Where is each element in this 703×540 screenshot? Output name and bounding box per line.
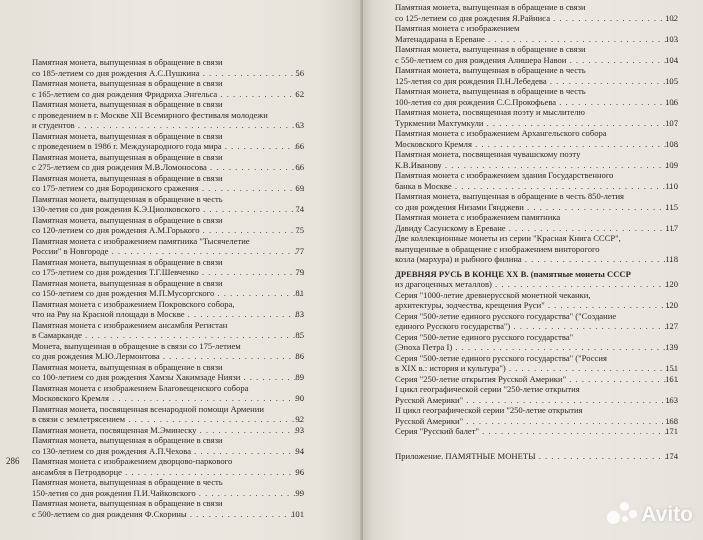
- toc-entry: [32, 131, 304, 152]
- toc-entry-text: (Эпоха Петра I) . . .: [395, 342, 678, 353]
- toc-page-number: 120: [665, 279, 678, 289]
- toc-entry-text: Матенадарана в Ереване . . .: [395, 34, 678, 45]
- toc-entry-text: что на Рву на Красной площади в Москве . . .: [32, 309, 304, 320]
- toc-entry-text: Памятная монета, выпущенная в обращение в связи: [395, 44, 586, 54]
- toc-entry: [395, 426, 678, 437]
- toc-entry-text: Памятная монета, выпущенная в обращение в связи: [395, 2, 586, 12]
- toc-page-number: 86: [295, 351, 304, 361]
- toc-entry-text: Памятная монета с изображением памятника "Тысячелетие: [32, 235, 250, 246]
- toc-entry-text: Памятная монета с изображением: [395, 23, 520, 33]
- toc-entry-text: Памятная монета, выпущенная в обращение в честь 850-летия: [395, 191, 625, 201]
- toc-entry-text: козла (мархура) и рыбного филина . . .: [395, 254, 678, 265]
- toc-entry-text: с 165-летием со дня рождения Фридриха Энгельса . . .: [32, 89, 304, 100]
- toc-entry: [395, 23, 678, 44]
- toc-entry: [32, 152, 304, 173]
- toc-page-number: 75: [295, 225, 304, 235]
- toc-page-number: 151: [665, 363, 678, 373]
- toc-section-heading: [395, 269, 678, 290]
- toc-entry-text: Памятная монета, выпущенная в обращение в связи: [32, 99, 223, 109]
- toc-entry-text: Серия "500-летие единого русского государства" ("Создание: [395, 310, 617, 321]
- toc-entry: [395, 353, 678, 374]
- toc-entry-text: Московского Кремля . . .: [32, 393, 304, 404]
- toc-entry-text: Памятная монета с изображением ансамбля Регистан: [32, 319, 228, 330]
- toc-entry-text: банка в Москве . . .: [395, 181, 678, 192]
- toc-entry: [32, 57, 304, 78]
- toc-entry-text: Две коллекционные монеты из серии "Красная Книга СССР",: [395, 233, 621, 243]
- toc-appendix-entry: [395, 451, 678, 462]
- toc-entry-text: К.В.Иванову . . .: [395, 160, 678, 171]
- toc-entry-text: со 120-летием со дня рождения А.М.Горького . . .: [32, 225, 304, 236]
- toc-entry: [32, 299, 304, 320]
- toc-entry-text: Серия "500-летие единого русского государства" ("Россия: [395, 352, 607, 363]
- toc-entry: [32, 383, 304, 404]
- toc-entry-text: со 150-летием со дня рождения М.П.Мусоргского . . .: [32, 288, 304, 299]
- toc-entry-text: Памятная монета, выпущенная в обращение в честь: [32, 193, 223, 204]
- toc-entry-text: Русской Америки" . . .: [395, 416, 678, 427]
- toc-entry-text: Памятная монета, выпущенная в обращение в связи: [32, 435, 223, 445]
- toc-entry-text: Московского Кремля . . .: [395, 139, 678, 150]
- watermark-text: Avito: [641, 503, 693, 526]
- toc-page-number: 79: [295, 267, 304, 277]
- toc-page-number: 62: [295, 88, 304, 99]
- toc-entry-text: Памятная монета, выпущенная в обращение в связи: [32, 256, 223, 267]
- toc-page-number: 109: [665, 159, 678, 170]
- toc-page-number: 66: [295, 141, 304, 151]
- avito-logo-icon: [607, 502, 637, 528]
- toc-entry-text: и студентов . . .: [32, 120, 304, 131]
- toc-page-number: 89: [295, 372, 304, 382]
- toc-entry-text: с 500-летием со дня рождения Ф.Скорины . . .: [32, 509, 304, 520]
- toc-entry: [395, 311, 678, 332]
- toc-entry-text: в связи с землетрясением . . .: [32, 414, 304, 425]
- toc-entry: [395, 128, 678, 149]
- toc-entry: [32, 278, 304, 299]
- toc-entry: [395, 290, 678, 311]
- toc-page-number: 94: [295, 445, 304, 456]
- toc-page-number: 92: [295, 414, 304, 424]
- toc-entry-text: России" в Новгороде . . .: [32, 246, 304, 257]
- toc-entry-text: архитектуры, зодчества, крещения Руси" . . .: [395, 300, 678, 311]
- toc-entry-text: Памятная монета, выпущенная в обращение в связи: [32, 277, 223, 288]
- toc-page-number: 96: [295, 466, 304, 477]
- toc-entry-text: Памятная монета, выпущенная в обращение в связи: [32, 78, 223, 88]
- toc-entry: [395, 405, 678, 426]
- toc-entry: [32, 173, 304, 194]
- toc-entry: [395, 2, 678, 23]
- toc-entry: [32, 215, 304, 236]
- toc-page-number: 110: [665, 180, 678, 191]
- toc-entry: [32, 456, 304, 477]
- toc-entry-text: Памятная монета с изображением дворцово-паркового: [32, 456, 233, 466]
- toc-page-number: 174: [665, 450, 678, 461]
- toc-entry-text: Памятная монета, выпущенная в обращение в честь: [32, 477, 223, 487]
- toc-entry-text: Памятная монета с изображением Благовещенского собора: [32, 382, 249, 393]
- right-toc: [395, 2, 678, 461]
- toc-entry-text: со дня рождения М.Ю.Лермонтова . . .: [32, 351, 304, 362]
- toc-entry-text: Памятная монета, выпущенная в обращение в связи: [32, 361, 223, 372]
- toc-entry: [395, 170, 678, 191]
- toc-page-number: 104: [665, 54, 678, 65]
- toc-entry-text: единого Русского государства") . . .: [395, 321, 678, 332]
- toc-entry: [32, 341, 304, 362]
- toc-entry: [32, 78, 304, 99]
- toc-entry-text: Памятная монета, посвященная чувашскому поэту: [395, 149, 581, 159]
- left-toc: [32, 57, 304, 519]
- toc-entry: [32, 320, 304, 341]
- toc-entry: [32, 477, 304, 498]
- toc-page-number: 118: [665, 254, 678, 264]
- toc-entry-text: ДРЕВНЯЯ РУСЬ В КОНЦЕ XX В. (памятные монеты СССР: [395, 268, 631, 279]
- toc-entry: [32, 194, 304, 215]
- toc-entry-text: со 100-летием со дня рождения Хамзы Хакимзаде Ниязи . . .: [32, 372, 304, 383]
- toc-entry-text: в Самарканде . . .: [32, 330, 304, 341]
- toc-entry-text: Туркмении Махтумкули . . .: [395, 118, 678, 129]
- toc-page-number: 90: [295, 393, 304, 403]
- toc-entry-text: со дня рождения Низами Гянджеви . . .: [395, 202, 678, 213]
- toc-page-number: 63: [295, 120, 304, 130]
- page-number: 286: [6, 456, 20, 466]
- toc-entry-text: с проведением в 1986 г. Международного года мира . . .: [32, 141, 304, 152]
- toc-entry: [32, 498, 304, 519]
- toc-page-number: 171: [665, 426, 678, 436]
- toc-entry-text: 150-летия со дня рождения П.И.Чайковского . . .: [32, 488, 304, 499]
- toc-page-number: 99: [295, 487, 304, 498]
- toc-entry-text: из драгоценных металлов) . . .: [395, 279, 678, 290]
- toc-entry-text: Серия "500-летие единого русского государства": [395, 331, 574, 342]
- toc-entry-text: с 550-летием со дня рождения Алишера Навои . . .: [395, 55, 678, 66]
- toc-entry-text: 100-летия со дня рождения С.С.Прокофьева . . .: [395, 97, 678, 108]
- toc-page-number: 168: [665, 415, 678, 426]
- toc-entry-text: Памятная монета, выпущенная в обращение в честь: [395, 86, 586, 96]
- toc-page-number: 56: [295, 67, 304, 78]
- toc-entry-text: со 175-летием со дня рождения Т.Г.Шевченко . . .: [32, 267, 304, 278]
- toc-page-number: 120: [665, 300, 678, 310]
- toc-entry: [395, 233, 678, 265]
- toc-entry: [32, 362, 304, 383]
- toc-page-number: 93: [295, 424, 304, 435]
- toc-entry: [395, 384, 678, 405]
- toc-entry-text: ансамбля в Петродворце . . .: [32, 467, 304, 478]
- toc-entry: [32, 404, 304, 425]
- toc-page-number: 81: [295, 288, 304, 298]
- toc-entry-text: выпущенные в обращение с изображением винторогого: [395, 243, 600, 254]
- toc-page-number: 139: [665, 342, 678, 352]
- avito-watermark: [607, 502, 693, 528]
- toc-entry: [395, 212, 678, 233]
- toc-entry-text: в XIX в.: история и культура") . . .: [395, 363, 678, 374]
- toc-entry: [395, 374, 678, 385]
- toc-page-number: 102: [665, 12, 678, 23]
- toc-entry-text: со 175-летием со дня Бородинского сражения . . .: [32, 183, 304, 194]
- toc-page-number: 107: [665, 117, 678, 128]
- toc-entry: [395, 107, 678, 128]
- toc-entry-text: II цикл географической серии "250-летие открытия: [395, 405, 583, 415]
- toc-entry: [395, 65, 678, 86]
- toc-entry-text: 125-летия со дня рождения П.Н.Лебедева . . .: [395, 76, 678, 87]
- toc-entry-text: Памятная монета с изображением памятника: [395, 212, 561, 222]
- toc-entry-text: Серия "250-летие открытия Русской Америки" . . .: [395, 374, 678, 385]
- toc-entry-text: Памятная монета, выпущенная в обращение в связи: [32, 57, 223, 67]
- toc-entry-text: Памятная монета, выпущенная в обращение в связи: [32, 130, 223, 141]
- toc-entry-text: Приложение. ПАМЯТНЫЕ МОНЕТЫ . . .: [395, 451, 678, 462]
- toc-entry-text: Памятная монета, посвященная поэту и мыслителю: [395, 107, 585, 117]
- right-page: [363, 0, 703, 540]
- toc-entry: [32, 435, 304, 456]
- toc-entry-text: с проведением в г. Москве XII Всемирного фестиваля молодежи: [32, 109, 268, 120]
- toc-entry-text: Монета, выпущенная в обращение в связи со 175-летием: [32, 340, 241, 351]
- toc-entry-text: I цикл географической серии "250-летие открытия: [395, 384, 580, 394]
- toc-entry: [32, 99, 304, 131]
- toc-entry-text: Памятная монета с изображением Покровского собора,: [32, 298, 235, 309]
- toc-entry-text: со 130-летием со дня рождения А.П.Чехова . . .: [32, 446, 304, 457]
- toc-page-number: 85: [295, 330, 304, 340]
- toc-entry-text: Памятная монета, выпущенная в обращение в честь: [395, 65, 586, 75]
- toc-page-number: 163: [665, 394, 678, 405]
- toc-entry-text: Давиду Сасунскому в Ереване . . .: [395, 223, 678, 234]
- toc-page-number: 101: [291, 508, 304, 519]
- toc-entry-text: с 275-летием со дня рождения М.В.Ломоносова . . .: [32, 162, 304, 173]
- toc-entry: [32, 425, 304, 436]
- toc-entry: [32, 257, 304, 278]
- toc-page-number: 108: [665, 138, 678, 149]
- toc-page-number: 161: [665, 373, 678, 384]
- toc-entry: [32, 236, 304, 257]
- toc-entry: [395, 86, 678, 107]
- toc-page-number: 69: [295, 183, 304, 193]
- toc-page-number: 105: [665, 75, 678, 86]
- toc-entry-text: со 125-летием со дня рождения Я.Райниса . . .: [395, 13, 678, 24]
- toc-entry-text: Памятная монета, выпущенная в обращение в связи: [32, 172, 223, 183]
- toc-page-number: 74: [295, 204, 304, 214]
- toc-entry-text: Памятная монета, выпущенная в обращение в связи: [32, 214, 223, 225]
- toc-page-number: 117: [665, 222, 678, 233]
- toc-page-number: 127: [665, 321, 678, 331]
- toc-entry-text: 130-летия со дня рождения К.Э.Циолковского . . .: [32, 204, 304, 215]
- toc-entry-text: со 185-летием со дня рождения А.С.Пушкина . . .: [32, 68, 304, 79]
- toc-page-number: 115: [665, 201, 678, 212]
- toc-entry: [395, 191, 678, 212]
- toc-entry-text: Памятная монета с изображением Архангельского собора: [395, 128, 607, 138]
- toc-page-number: 77: [295, 246, 304, 256]
- toc-page-number: 103: [665, 33, 678, 44]
- toc-entry-text: Памятная монета, выпущенная в обращение в связи: [32, 498, 223, 508]
- toc-entry-text: Памятная монета, выпущенная в обращение в связи: [32, 151, 223, 162]
- toc-entry: [395, 149, 678, 170]
- toc-entry-text: Памятная монета, посвященная всенародной помощи Армении: [32, 403, 264, 414]
- toc-entry-text: Памятная монета, посвященная М.Эминеску . . .: [32, 425, 304, 436]
- toc-entry: [395, 44, 678, 65]
- toc-entry: [395, 332, 678, 353]
- toc-page-number: 106: [665, 96, 678, 107]
- toc-page-number: 66: [295, 162, 304, 172]
- toc-entry-text: Памятная монета с изображением здания Государственного: [395, 170, 614, 180]
- toc-entry-text: Серия "1000-летие древнерусской монетной чеканки,: [395, 289, 591, 300]
- toc-entry-text: Русской Америки" . . .: [395, 395, 678, 406]
- toc-entry-text: Серия "Русский балет" . . .: [395, 426, 678, 437]
- toc-page-number: 83: [295, 309, 304, 319]
